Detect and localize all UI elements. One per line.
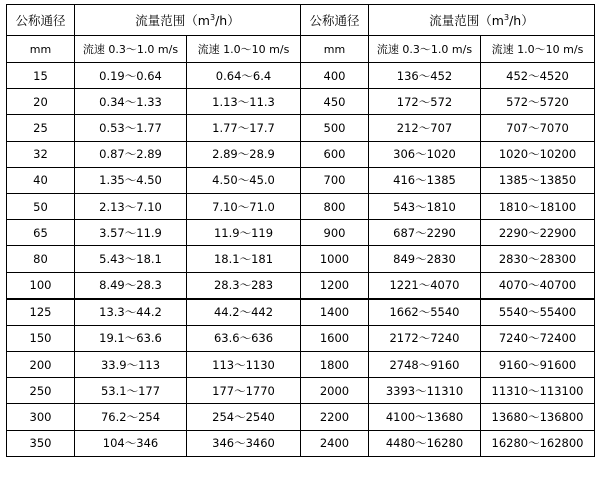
cell-flow-low-right: 849～2830 [369,246,481,272]
cell-dn-right: 1200 [301,272,369,299]
cell-dn-left: 250 [7,378,75,404]
cell-flow-low-right: 3393～11310 [369,378,481,404]
header-range-left-label: 流量范围 [135,13,186,28]
header-range-right-unit-prefix: （m [479,13,504,28]
cell-dn-right: 700 [301,167,369,193]
cell-flow-high-left: 0.64～6.4 [187,63,301,89]
cell-dn-left: 350 [7,430,75,456]
cell-flow-low-right: 136～452 [369,63,481,89]
cell-dn-right: 800 [301,193,369,219]
table-head [7,5,595,63]
cell-flow-high-right: 2290～22900 [481,220,595,246]
cell-flow-high-right: 5540～55400 [481,299,595,326]
cell-flow-high-left: 346～3460 [187,430,301,456]
cell-flow-low-right: 1221～4070 [369,272,481,299]
cell-flow-low-right: 543～1810 [369,193,481,219]
cell-flow-high-left: 1.77～17.7 [187,115,301,141]
cell-flow-high-left: 11.9～119 [187,220,301,246]
cell-flow-low-right: 2172～7240 [369,325,481,351]
cell-flow-high-right: 452～4520 [481,63,595,89]
header-unit-left: mm [7,36,75,63]
cell-flow-high-right: 2830～28300 [481,246,595,272]
cell-dn-right: 2200 [301,404,369,430]
cell-flow-high-right: 4070～40700 [481,272,595,299]
cell-dn-left: 32 [7,141,75,167]
cell-flow-low-left: 0.34～1.33 [75,89,187,115]
table-body [7,63,595,457]
cell-flow-low-left: 0.19～0.64 [75,63,187,89]
cell-flow-high-right: 11310～113100 [481,378,595,404]
cell-flow-low-right: 306～1020 [369,141,481,167]
header-dn-right: 公称通径 [301,5,369,36]
cell-flow-low-left: 0.87～2.89 [75,141,187,167]
header-range-right [369,5,595,36]
table-row [7,325,595,351]
header-range-left [75,5,301,36]
cell-flow-low-left: 76.2～254 [75,404,187,430]
table-row [7,89,595,115]
cell-dn-left: 150 [7,325,75,351]
cell-flow-high-left: 113～1130 [187,352,301,378]
cell-flow-low-left: 2.13～7.10 [75,193,187,219]
header-velocity-low-left: 流速 0.3～1.0 m/s [75,36,187,63]
cell-flow-high-left: 28.3～283 [187,272,301,299]
cell-flow-high-left: 254～2540 [187,404,301,430]
flow-range-table [6,4,595,457]
header-range-left-unit-prefix: （m [185,13,210,28]
cell-flow-low-right: 172～572 [369,89,481,115]
header-range-left-unit-sup: 3 [209,12,216,22]
cell-dn-right: 1400 [301,299,369,326]
cell-dn-right: 2000 [301,378,369,404]
cell-dn-left: 125 [7,299,75,326]
cell-flow-high-left: 2.89～28.9 [187,141,301,167]
cell-flow-high-left: 7.10～71.0 [187,193,301,219]
cell-dn-right: 500 [301,115,369,141]
table-row [7,115,595,141]
cell-flow-high-right: 16280～162800 [481,430,595,456]
header-row-main [7,5,595,36]
cell-dn-left: 50 [7,193,75,219]
header-range-left-unit-suffix: /h） [215,13,240,28]
cell-dn-left: 25 [7,115,75,141]
table-row [7,352,595,378]
cell-flow-low-left: 19.1～63.6 [75,325,187,351]
table-row [7,167,595,193]
cell-flow-low-right: 1662～5540 [369,299,481,326]
cell-dn-left: 100 [7,272,75,299]
cell-flow-high-right: 1385～13850 [481,167,595,193]
cell-flow-low-left: 33.9～113 [75,352,187,378]
table-row [7,246,595,272]
cell-flow-low-right: 212～707 [369,115,481,141]
cell-dn-left: 40 [7,167,75,193]
header-range-right-label: 流量范围 [429,13,480,28]
cell-dn-right: 2400 [301,430,369,456]
cell-flow-low-right: 4480～16280 [369,430,481,456]
table-row [7,193,595,219]
table-row [7,378,595,404]
cell-flow-low-right: 2748～9160 [369,352,481,378]
table-row [7,141,595,167]
cell-flow-low-right: 4100～13680 [369,404,481,430]
cell-flow-high-right: 13680～136800 [481,404,595,430]
table-row [7,220,595,246]
cell-flow-high-left: 1.13～11.3 [187,89,301,115]
cell-flow-low-left: 5.43～18.1 [75,246,187,272]
cell-flow-high-left: 44.2～442 [187,299,301,326]
cell-flow-high-right: 1020～10200 [481,141,595,167]
cell-dn-right: 600 [301,141,369,167]
header-velocity-high-left: 流速 1.0～10 m/s [187,36,301,63]
cell-flow-low-left: 13.3～44.2 [75,299,187,326]
cell-dn-right: 1600 [301,325,369,351]
cell-flow-high-left: 18.1～181 [187,246,301,272]
cell-flow-high-left: 177～1770 [187,378,301,404]
table-row [7,404,595,430]
cell-flow-high-left: 4.50～45.0 [187,167,301,193]
cell-dn-left: 80 [7,246,75,272]
cell-flow-low-left: 1.35～4.50 [75,167,187,193]
cell-flow-low-left: 8.49～28.3 [75,272,187,299]
cell-flow-low-left: 3.57～11.9 [75,220,187,246]
cell-dn-left: 20 [7,89,75,115]
cell-flow-high-right: 707～7070 [481,115,595,141]
header-velocity-high-right: 流速 1.0～10 m/s [481,36,595,63]
cell-flow-high-right: 1810～18100 [481,193,595,219]
cell-dn-right: 1800 [301,352,369,378]
table-row [7,430,595,456]
header-unit-right: mm [301,36,369,63]
cell-dn-right: 400 [301,63,369,89]
header-velocity-low-right: 流速 0.3～1.0 m/s [369,36,481,63]
cell-flow-high-right: 7240～72400 [481,325,595,351]
cell-dn-left: 200 [7,352,75,378]
cell-flow-high-right: 9160～91600 [481,352,595,378]
cell-flow-high-right: 572～5720 [481,89,595,115]
cell-flow-low-left: 104～346 [75,430,187,456]
cell-flow-low-right: 416～1385 [369,167,481,193]
header-row-sub [7,36,595,63]
cell-dn-left: 15 [7,63,75,89]
table-row [7,299,595,326]
cell-flow-low-left: 0.53～1.77 [75,115,187,141]
table-row [7,63,595,89]
header-dn-left: 公称通径 [7,5,75,36]
cell-dn-right: 900 [301,220,369,246]
cell-flow-high-left: 63.6～636 [187,325,301,351]
cell-dn-left: 65 [7,220,75,246]
cell-flow-low-right: 687～2290 [369,220,481,246]
header-range-right-unit-sup: 3 [503,12,510,22]
header-range-right-unit-suffix: /h） [509,13,534,28]
cell-flow-low-left: 53.1～177 [75,378,187,404]
table-row [7,272,595,299]
cell-dn-right: 1000 [301,246,369,272]
cell-dn-left: 300 [7,404,75,430]
cell-dn-right: 450 [301,89,369,115]
